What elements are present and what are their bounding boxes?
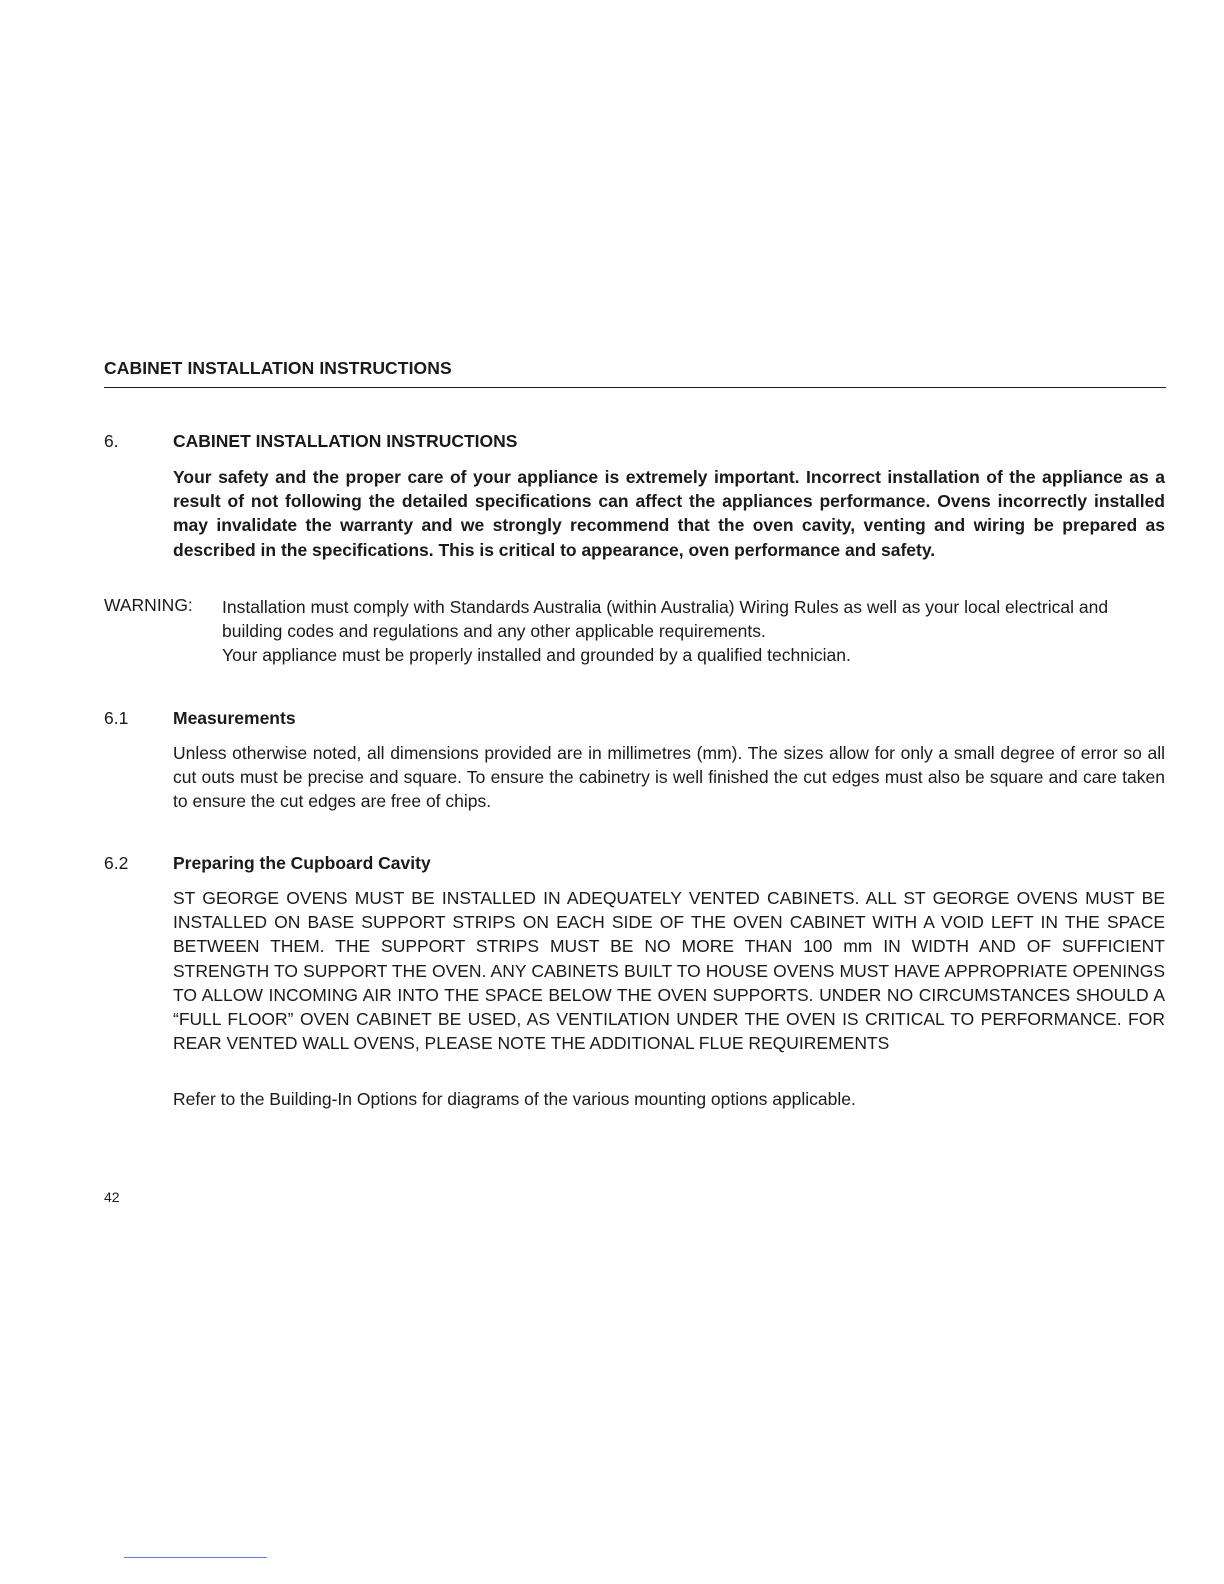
section-6-1-body [173, 741, 1165, 814]
section-6-1-title: Measurements [173, 708, 296, 728]
section-6-1-text: Unless otherwise noted, all dimensions provided are in millimetres (mm). The sizes allow for only a small degree of error so all cut outs must be precise and square. To ensure the cabinetry is well finished the cut edges must also be square and care taken to ensure the cut edges are free of chips. [173, 743, 1165, 812]
section-6-2-body [173, 886, 1165, 1055]
page-number: 42 [104, 1189, 120, 1205]
section-6-2-text: ST GEORGE OVENS MUST BE INSTALLED IN ADEQUATELY VENTED CABINETS. ALL ST GEORGE OVENS MUST BE INSTALLED ON BASE SUPPORT STRIPS ON EACH SIDE OF THE OVEN CABINET WITH A VOID LEFT IN THE SPACE BETWEEN THEM. THE SUPPORT STRIPS MUST BE NO MORE THAN 100 mm IN WIDTH AND OF SUFFICIENT STRENGTH TO SUPPORT THE OVEN. ANY CABINETS BUILT TO HOUSE OVENS MUST HAVE APPROPRIATE OPENINGS TO ALLOW INCOMING AIR INTO THE SPACE BELOW THE OVEN SUPPORTS. UNDER NO CIRCUMSTANCES SHOULD A “FULL FLOOR” OVEN CABINET BE USED, AS VENTILATION UNDER THE OVEN IS CRITICAL TO PERFORMANCE. FOR REAR VENTED WALL OVENS, PLEASE NOTE THE ADDITIONAL FLUE REQUIREMENTS [173, 888, 1165, 1054]
footer-divider [124, 1557, 267, 1558]
warning-line-1: Installation must comply with Standards Australia (within Australia) Wiring Rules as well as your local electrical and building codes and regulations and any other applicable requirements. [222, 597, 1109, 642]
section-6-intro-text: Your safety and the proper care of your appliance is extremely important. Incorrect installation of the appliance as a result of not following the detailed specifications can affect the appliances performance. Ovens incorrectly installed may invalidate the warranty and we strongly recommend that the oven cavity, venting and wiring be prepared as described in the specifications. This is critical to appearance, oven performance and safety. [173, 467, 1165, 560]
section-6-number: 6. [104, 431, 119, 451]
section-6-2-title: Preparing the Cupboard Cavity [173, 853, 431, 873]
section-6-2-note [173, 1087, 1165, 1111]
section-6-2-number: 6.2 [104, 853, 129, 873]
section-6-intro [173, 465, 1165, 562]
page-header-title: CABINET INSTALLATION INSTRUCTIONS [104, 358, 452, 378]
section-6-2-note-text: Refer to the Building-In Options for diagrams of the various mounting options applicable. [173, 1089, 856, 1109]
warning-label: WARNING: [104, 595, 193, 615]
section-6-1-number: 6.1 [104, 708, 129, 728]
section-6-title: CABINET INSTALLATION INSTRUCTIONS [173, 431, 518, 451]
warning-text [222, 595, 1165, 668]
header-divider [104, 387, 1166, 388]
warning-line-2: Your appliance must be properly installed and grounded by a qualified technician. [222, 645, 851, 666]
